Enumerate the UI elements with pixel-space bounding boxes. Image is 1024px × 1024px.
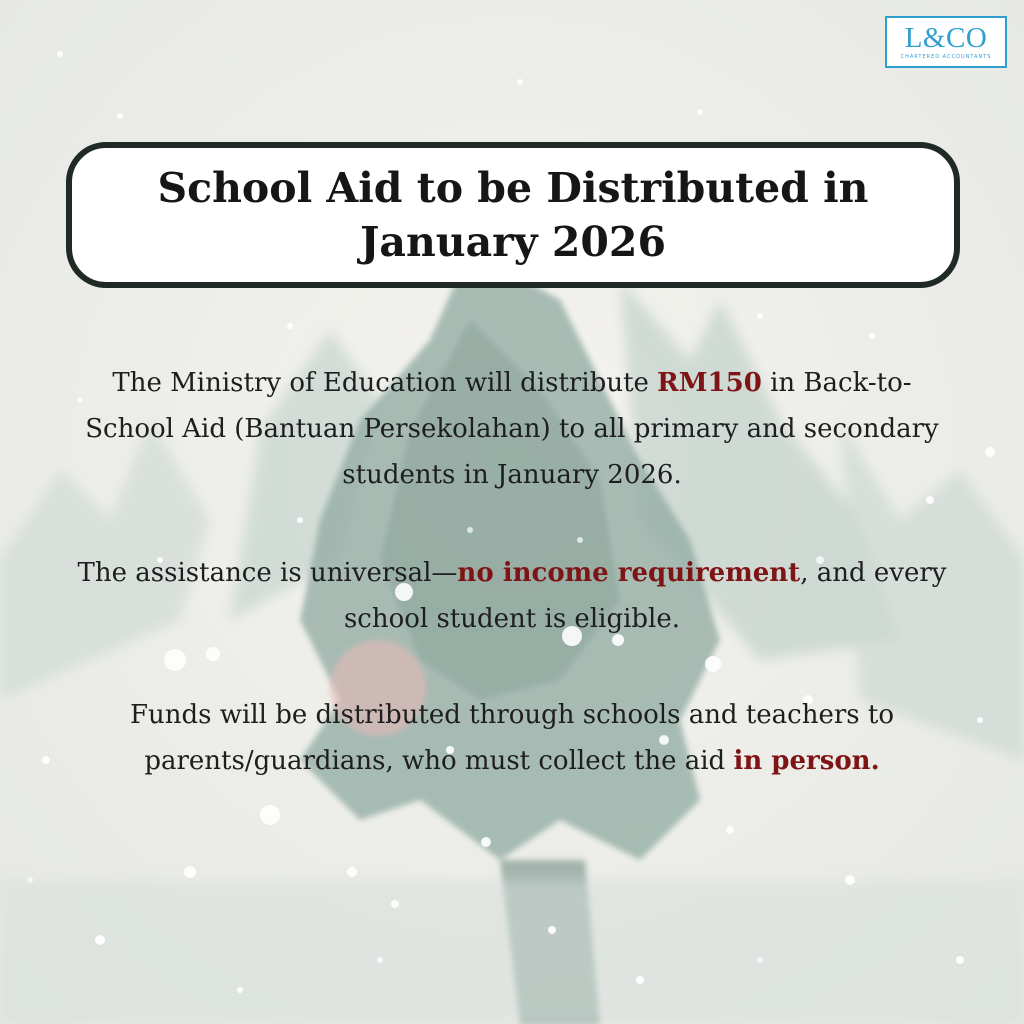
- company-logo: [885, 16, 1007, 68]
- logo-wordmark: L&CO: [904, 22, 988, 54]
- paragraph-eligibility: [72, 550, 952, 642]
- paragraph-2-text-after: , and every school student is eligible.: [343, 558, 947, 634]
- paragraph-2-text-before: The assistance is universal—: [77, 558, 458, 588]
- paragraph-1-text-after: in Back-to-School Aid (Bantuan Persekolahan) to all primary and secondary students in January 2026.: [85, 368, 939, 490]
- highlight-amount: RM150: [657, 368, 762, 398]
- paragraph-3-text-before: Funds will be distributed through schools and teachers to parents/guardians, who must collect the aid: [129, 700, 895, 776]
- title-banner: [66, 142, 960, 288]
- title-line-1: School Aid to be Distributed in: [157, 164, 869, 212]
- paragraph-1-text-before: The Ministry of Education will distribute: [112, 368, 658, 398]
- paragraph-aid-amount: [72, 360, 952, 498]
- highlight-no-income-requirement: no income requirement: [457, 558, 801, 588]
- page-title: [133, 161, 893, 269]
- logo-tagline: CHARTERED ACCOUNTANTS: [900, 54, 992, 60]
- title-line-2: January 2026: [360, 218, 666, 266]
- paragraph-distribution: [72, 692, 952, 784]
- highlight-in-person: in person.: [733, 746, 880, 776]
